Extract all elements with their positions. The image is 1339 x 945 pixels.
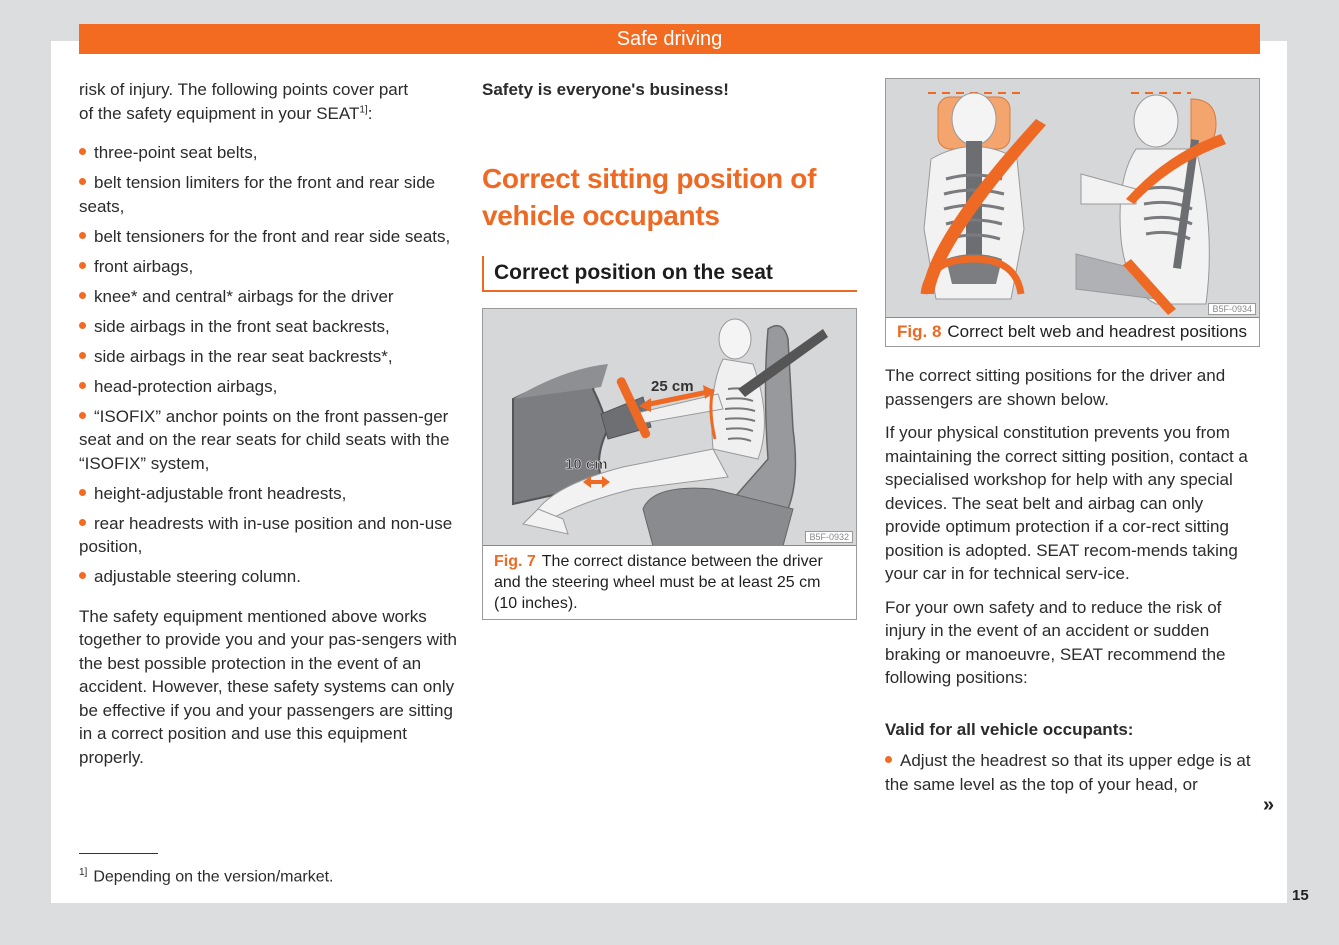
continue-arrow-icon: » (1263, 794, 1275, 816)
distance-wheel-label: 25 cm (651, 377, 694, 395)
distance-knee-label: 10 cm (565, 455, 608, 473)
middle-column (482, 78, 858, 620)
bullet-icon (79, 178, 86, 185)
list-item: side airbags in the rear seat backrests*, (79, 345, 459, 369)
footnote (79, 867, 333, 886)
section-title: Correct sitting position of vehicle occupants (482, 162, 817, 231)
bullet-icon (79, 572, 86, 579)
intro-paragraph: The correct sitting positions for the driver and passengers are shown below. (885, 366, 1226, 409)
list-item: “ISOFIX” anchor points on the front passen-ger seat and on the rear seats for child seats with the “ISOFIX” system, (79, 406, 450, 473)
figure-label: Fig. 8 (897, 322, 942, 341)
figure-caption: Fig. 8 Correct belt web and headrest positions (897, 322, 1247, 341)
figure-8 (885, 78, 1260, 347)
list-item: rear headrests with in-use position and non-use position, (79, 513, 453, 556)
lead-heading: Safety is everyone's business! (482, 80, 729, 99)
footnote-divider (79, 853, 158, 854)
footnote-ref[interactable]: 1] (359, 103, 368, 115)
bullet-icon (885, 756, 892, 763)
figure-7 (482, 308, 857, 620)
driver-seat-illustration-icon (483, 309, 856, 546)
safety-equipment-list (79, 141, 459, 589)
list-item: knee* and central* airbags for the driver (79, 285, 459, 309)
subsection-title: Correct position on the seat (482, 256, 857, 292)
left-column (79, 78, 459, 779)
chapter-header (79, 24, 1260, 54)
figure-caption: Fig. 7 The correct distance between the driver and the steering wheel must be at least 25 cm (10 inches). (494, 552, 823, 612)
list-item: front airbags, (79, 255, 459, 279)
chapter-title: Safe driving (616, 28, 723, 50)
summary-paragraph: The safety equipment mentioned above works together to provide you and your pas-sengers with the best possible protection in the event of an accident. However, these safety systems can only be effective if you and your passengers are sitting in a correct position and use this equipment properly. (79, 606, 458, 767)
intro-paragraph: risk of injury. The following points cover part of the safety equipment in your $SEAT^{1]}$: (79, 80, 409, 123)
bullet-icon (79, 352, 86, 359)
bullet-icon (79, 382, 86, 389)
occupant-positions-list (885, 749, 1261, 796)
list-item: side airbags in the front seat backrests, (79, 315, 459, 339)
list-item: belt tensioners for the front and rear side seats, (79, 225, 459, 249)
recommendation-paragraph: For your own safety and to reduce the risk of injury in the event of an accident or sudden braking or manoeuvre, SEAT recommend the following positions: (885, 597, 1226, 687)
page-number: 15 (1292, 887, 1309, 904)
bullet-icon (79, 412, 86, 419)
footnote-text: Depending on the version/market. (93, 868, 334, 886)
bullet-icon (79, 148, 86, 155)
figure-code: B5F-0932 (805, 531, 853, 543)
bullet-icon (79, 262, 86, 269)
list-item: belt tension limiters for the front and rear side seats, (79, 173, 436, 216)
occupants-subheading: Valid for all vehicle occupants: (885, 719, 1134, 739)
seat-position-illustration (483, 309, 856, 546)
list-item: height-adjustable front headrests, (79, 482, 459, 506)
bullet-icon (79, 292, 86, 299)
list-item: Adjust the headrest so that its upper edge is at the same level as the top of your head, or (885, 751, 1251, 794)
bullet-icon (79, 322, 86, 329)
footnote-mark: 1] (79, 867, 88, 878)
bullet-icon (79, 489, 86, 496)
constitution-paragraph: If your physical constitution prevents you from maintaining the correct sitting position, contact a specialised workshop for help with any special devices. The seat belt and airbag can only provide optimum protection if a cor-rect sitting position is adopted. SEAT recom-mends taking your car in for technical serv-ice. (885, 423, 1248, 583)
belt-headrest-illustration-icon (886, 79, 1259, 318)
list-item: three-point seat belts, (79, 141, 459, 165)
right-column (885, 78, 1261, 812)
figure-label: Fig. 7 (494, 552, 536, 570)
belt-headrest-illustration (886, 79, 1259, 318)
bullet-icon (79, 232, 86, 239)
list-item: adjustable steering column. (79, 565, 459, 589)
list-item: head-protection airbags, (79, 375, 459, 399)
figure-code: B5F-0934 (1208, 303, 1256, 315)
bullet-icon (79, 519, 86, 526)
